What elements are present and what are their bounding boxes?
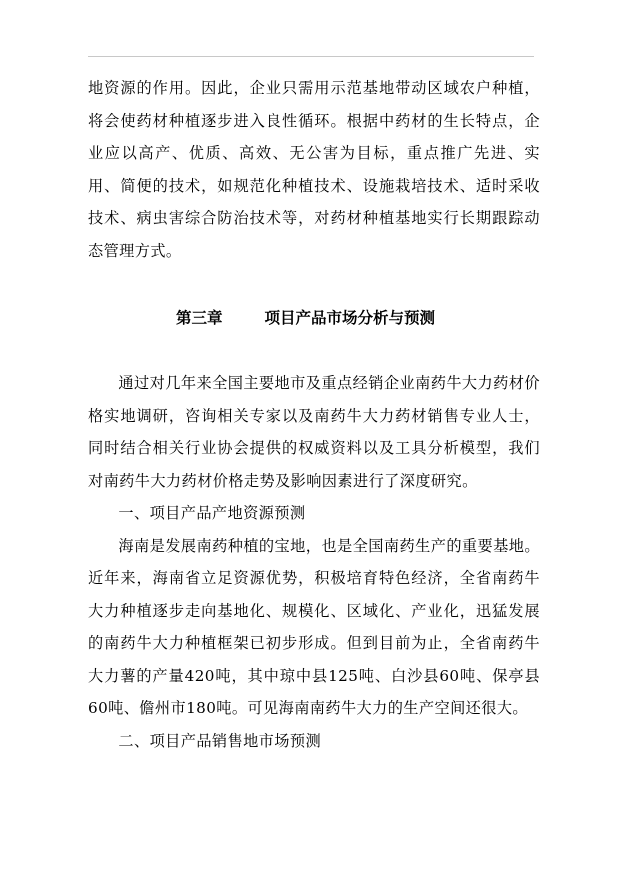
section-1-paragraph: 海南是发展南药种植的宝地，也是全国南药生产的重要基地。近年来，海南省立足资源优势，积极培育特色经济，全省南药牛大力种植逐步走向基地化、规模化、区域化、产业化，迅猛发展的南药牛大力种植框架已初步形成。但到目前为止，全省南药牛大力薯的产量420吨，其中琼中县125吨、白沙县60吨、保亭县60吨、儋州市180吨。可见海南南药牛大力的生产空间还很大。 (88, 536, 540, 717)
page-content (88, 72, 540, 757)
header-rule (88, 56, 534, 57)
intro-paragraph: 通过对几年来全国主要地市及重点经销企业南药牛大力药材价格实地调研，咨询相关专家以及南药牛大力药材销售专业人士，同时结合相关行业协会提供的权威资料以及工具分析模型，我们对南药牛大力药材价格走势及影响因素进行了深度研究。 (88, 374, 540, 490)
chapter-number: 第三章 (176, 309, 223, 327)
chapter-heading (88, 301, 540, 335)
chapter-title: 项目产品市场分析与预测 (264, 309, 436, 327)
section-heading-2: 二、项目产品销售地市场预测 (118, 731, 322, 750)
section-heading-1: 一、项目产品产地资源预测 (118, 504, 306, 522)
continued-paragraph: 地资源的作用。因此，企业只需用示范基地带动区域农户种植，将会使药材种植逐步进入良性循环。根据中药材的生长特点，企业应以高产、优质、高效、无公害为目标，重点推广先进、实用、简便的技术，如规范化种植技术、设施栽培技术、适时采收技术、病虫害综合防治技术等，对药材种植基地实行长期跟踪动态管理方式。 (88, 79, 540, 260)
